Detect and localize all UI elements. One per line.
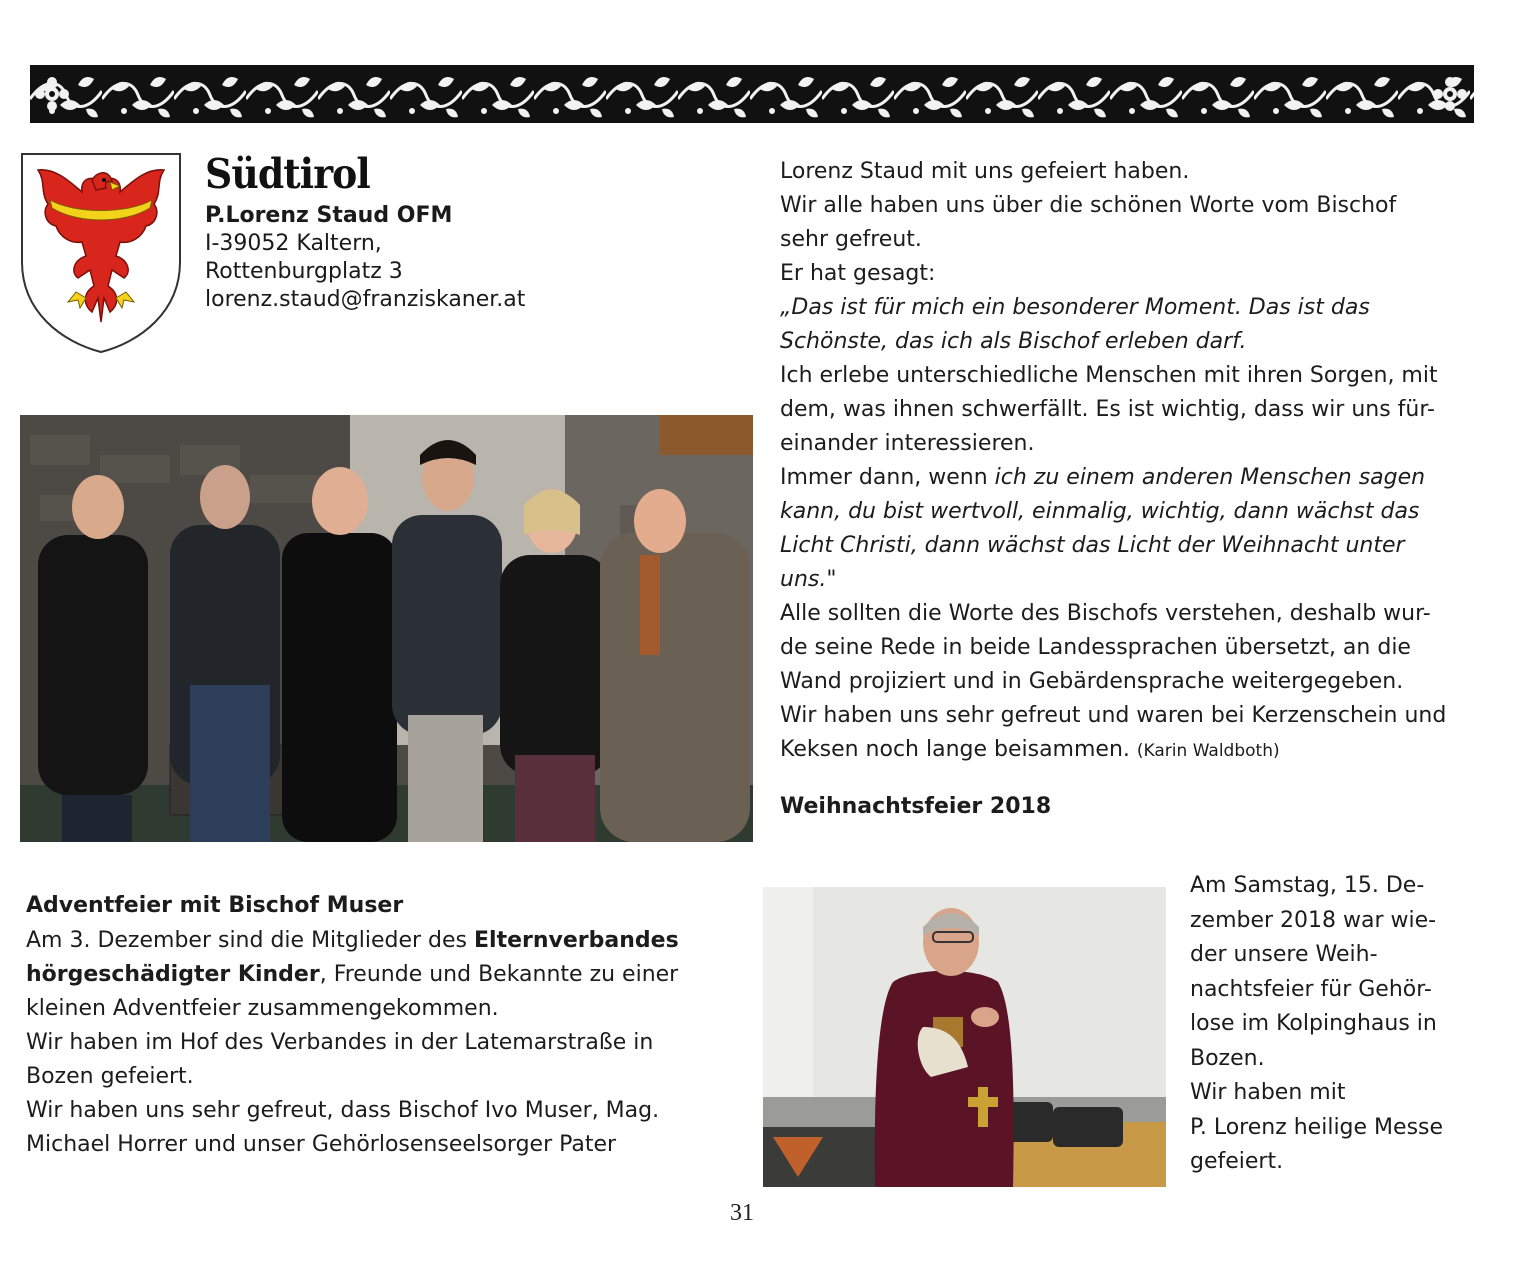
text-line: Wir haben im Hof des Verbandes in der Latemarstraße in	[26, 1030, 654, 1055]
text-line	[26, 924, 679, 958]
text-bold: Elternverbandes	[474, 928, 679, 953]
text-plain: , Freunde und Bekannte zu einer	[319, 962, 679, 987]
text-line: Michael Horrer und unser Gehörlosenseelsorger Pater	[26, 1132, 617, 1157]
text-line: kleinen Adventfeier zusammengekommen.	[26, 996, 499, 1021]
article-adventfeier	[26, 889, 679, 1162]
text-line: P. Lorenz heilige Messe	[1190, 1114, 1444, 1140]
author-signature: (Karin Waldboth)	[1136, 741, 1280, 761]
text-line: Am Samstag, 15. De-	[1190, 873, 1425, 898]
quote-line: „Das ist für mich ein besonderer Moment. Das ist das	[780, 295, 1370, 320]
quote-italic: ich zu einem anderen Menschen sagen	[994, 465, 1426, 490]
spacer	[780, 768, 1446, 790]
contact-street: Rottenburgplatz 3	[205, 259, 403, 284]
priest-photo-illustration	[763, 887, 1166, 1187]
text-line: de seine Rede in beide Landessprachen übersetzt, an die	[780, 635, 1411, 660]
page-title: Südtirol	[205, 150, 370, 198]
group-photo	[20, 415, 753, 842]
contact-name: P.Lorenz Staud OFM	[205, 203, 453, 228]
group-photo-illustration	[20, 415, 753, 842]
text-line: Alle sollten die Worte des Bischofs verstehen, deshalb wur-	[780, 601, 1431, 626]
text-line	[780, 461, 1446, 495]
text-line: Bozen.	[1190, 1045, 1265, 1071]
coat-of-arms-logo	[20, 152, 182, 354]
text-line: der unsere Weih-	[1190, 942, 1378, 967]
text-line	[780, 733, 1446, 768]
text-line: zember 2018 war wie-	[1190, 907, 1437, 933]
page-number: 31	[730, 1200, 754, 1226]
quote-line: Schönste, das ich als Bischof erleben darf.	[780, 329, 1247, 354]
text-line: sehr gefreut.	[780, 227, 922, 252]
quote-line: uns."	[780, 567, 837, 592]
text-plain: Keksen noch lange beisammen.	[780, 737, 1130, 762]
vine-pattern	[30, 65, 1474, 123]
text-line: dem, was ihnen schwerfällt. Es ist wichtig, dass wir uns für-	[780, 397, 1435, 422]
section-heading-weihnachtsfeier: Weihnachtsfeier 2018	[780, 794, 1052, 819]
quote-line: kann, du bist wertvoll, einmalig, wichtig, dann wächst das	[780, 499, 1420, 524]
text-plain: Immer dann, wenn	[780, 465, 995, 490]
text-line: Wand projiziert und in Gebärdensprache weitergegeben.	[780, 669, 1404, 694]
text-line: Lorenz Staud mit uns gefeiert haben.	[780, 159, 1190, 184]
text-plain: Am 3. Dezember sind die Mitglieder des	[26, 928, 475, 953]
text-line: gefeiert.	[1190, 1149, 1284, 1174]
article-weihnachtsfeier	[1190, 869, 1443, 1180]
text-line: Wir haben uns sehr gefreut und waren bei Kerzenschein und	[780, 703, 1447, 728]
priest-photo	[763, 887, 1166, 1187]
quote-line: Licht Christi, dann wächst das Licht der Weihnacht unter	[780, 533, 1405, 558]
text-line: Ich erlebe unterschiedliche Menschen mit ihren Sorgen, mit	[780, 363, 1438, 388]
article-continuation	[780, 155, 1446, 824]
contact-postal: I-39052 Kaltern,	[205, 231, 382, 256]
text-line: Er hat gesagt:	[780, 261, 936, 286]
section-heading-adventfeier: Adventfeier mit Bischof Muser	[26, 893, 404, 918]
text-line: einander interessieren.	[780, 431, 1035, 456]
text-line: lose im Kolpinghaus in	[1190, 1011, 1437, 1036]
text-line	[26, 958, 679, 992]
text-line: Wir haben mit	[1190, 1080, 1346, 1105]
text-line: Wir alle haben uns über die schönen Worte vom Bischof	[780, 193, 1397, 218]
decorative-vine-banner	[30, 65, 1474, 123]
text-line: Bozen gefeiert.	[26, 1064, 194, 1089]
contact-email: lorenz.staud@franziskaner.at	[205, 287, 526, 312]
text-line: Wir haben uns sehr gefreut, dass Bischof Ivo Muser, Mag.	[26, 1098, 660, 1123]
text-line: nachtsfeier für Gehör-	[1190, 976, 1432, 1002]
text-bold: hörgeschädigter Kinder	[26, 962, 320, 987]
